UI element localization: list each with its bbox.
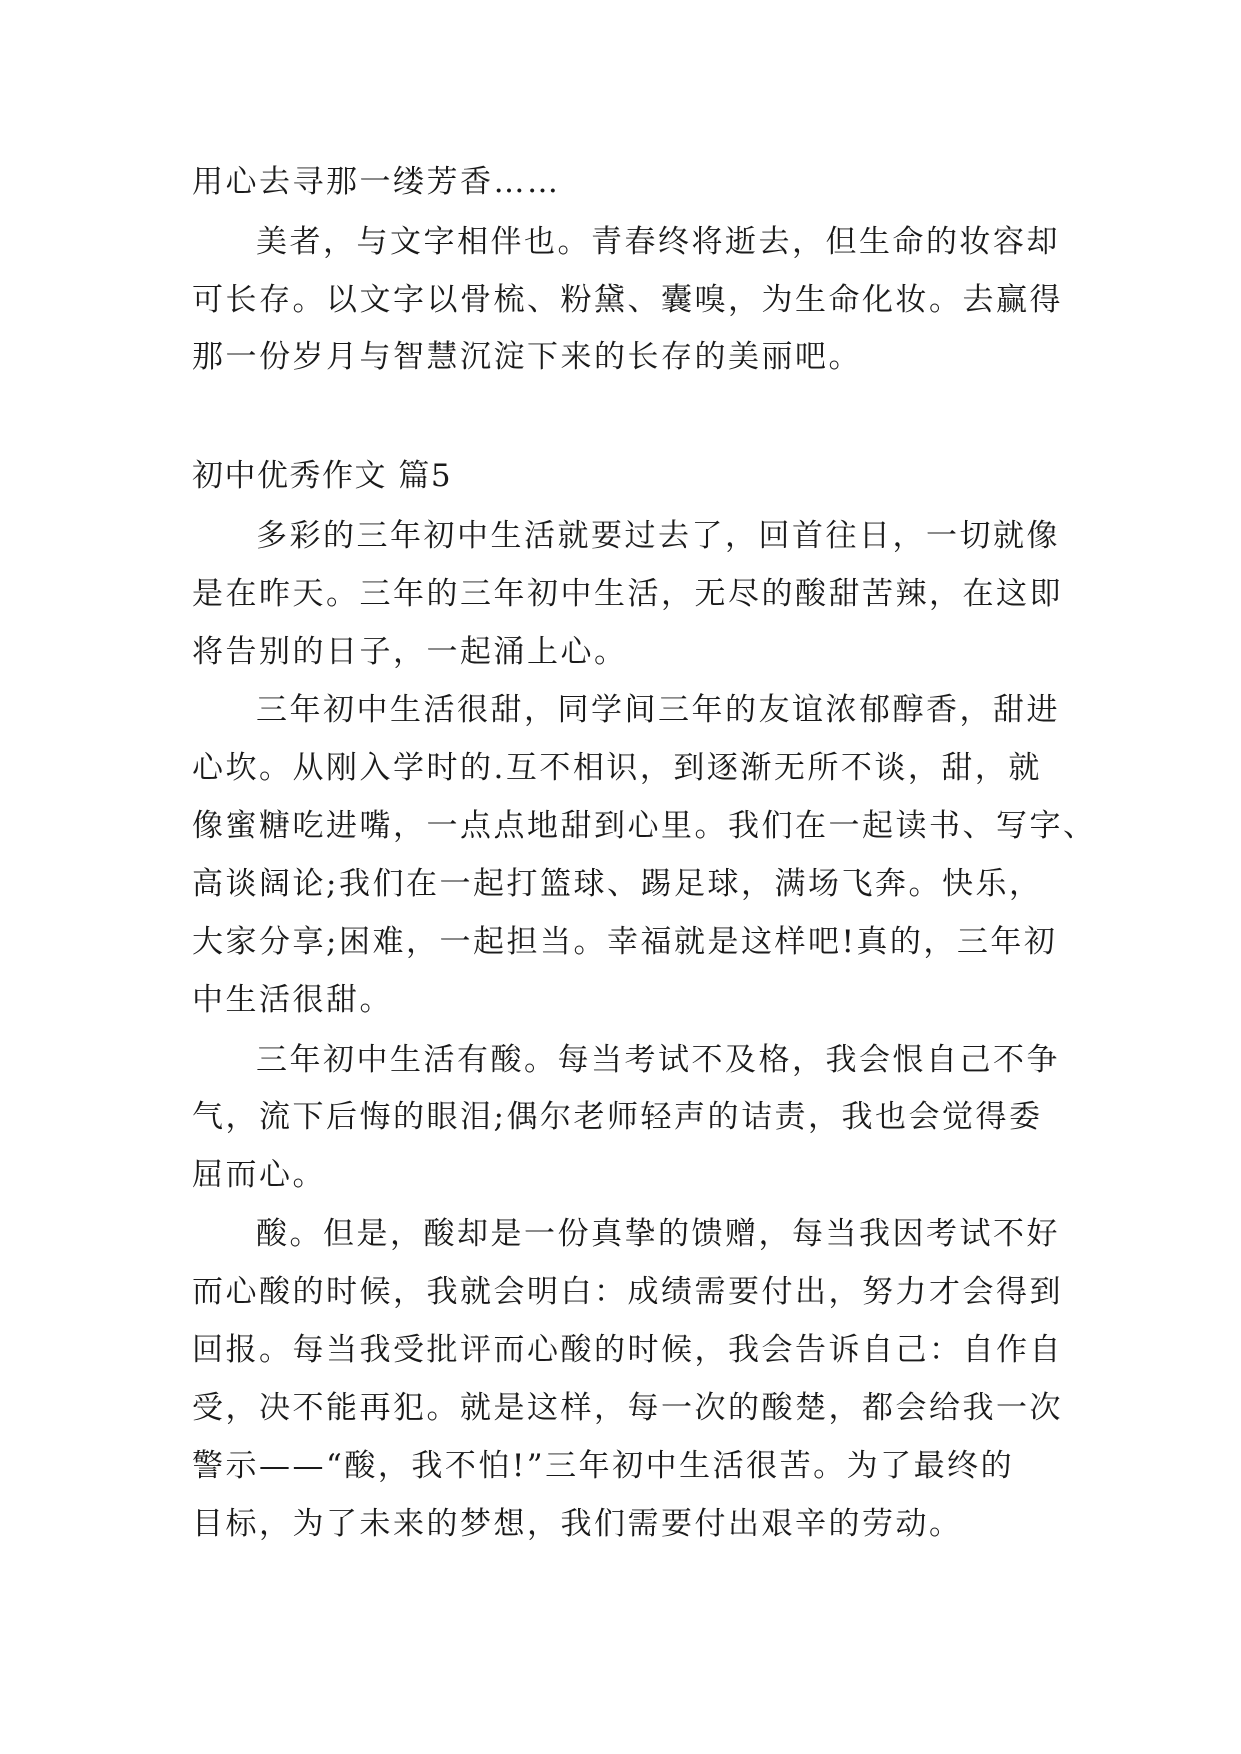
text-line: 回报。每当我受批评而心酸的时候，我会告诉自己：自作自 [192, 1332, 1063, 1368]
text-line: 将告别的日子，一起涌上心。 [192, 634, 628, 670]
text-line: 是在昨天。三年的三年初中生活，无尽的酸甜苦辣，在这即 [192, 576, 1063, 612]
text-line: 心坎。从刚入学时的.互不相识，到逐渐无所不谈，甜，就 [192, 750, 1042, 786]
text-line: 屈而心。 [192, 1157, 326, 1193]
text-line: 警示——“酸，我不怕!”三年初中生活很苦。为了最终的 [192, 1448, 1015, 1484]
text-line: 目标，为了未来的梦想，我们需要付出艰辛的劳动。 [192, 1506, 963, 1542]
text-line: 那一份岁月与智慧沉淀下来的长存的美丽吧。 [192, 339, 862, 375]
paragraph-first-line: 美者，与文字相伴也。青春终将逝去，但生命的妆容却 [256, 224, 1060, 260]
paragraph-first-line: 三年初中生活很甜，同学间三年的友谊浓郁醇香，甜进 [256, 692, 1060, 728]
paragraph-first-line: 多彩的三年初中生活就要过去了，回首往日，一切就像 [256, 518, 1060, 554]
text-line: 而心酸的时候，我就会明白：成绩需要付出，努力才会得到 [192, 1274, 1063, 1310]
text-line: 像蜜糖吃进嘴，一点点地甜到心里。我们在一起读书、写字、 [192, 808, 1097, 844]
paragraph-first-line: 三年初中生活有酸。每当考试不及格，我会恨自己不争 [256, 1042, 1060, 1078]
text-line: 大家分享;困难，一起担当。幸福就是这样吧!真的，三年初 [192, 924, 1058, 960]
text-line: 受，决不能再犯。就是这样，每一次的酸楚，都会给我一次 [192, 1390, 1063, 1426]
text-line: 高谈阔论;我们在一起打篮球、踢足球，满场飞奔。快乐， [192, 866, 1043, 902]
text-line: 用心去寻那一缕芳香…… [192, 164, 561, 200]
text-line: 气，流下后悔的眼泪;偶尔老师轻声的诘责，我也会觉得委 [192, 1099, 1043, 1135]
section-heading: 初中优秀作文 篇5 [192, 458, 453, 494]
paragraph-first-line: 酸。但是，酸却是一份真挚的馈赠，每当我因考试不好 [256, 1216, 1060, 1252]
text-line: 中生活很甜。 [192, 982, 393, 1018]
text-line: 可长存。以文字以骨梳、粉黛、囊嗅，为生命化妆。去赢得 [192, 282, 1063, 318]
